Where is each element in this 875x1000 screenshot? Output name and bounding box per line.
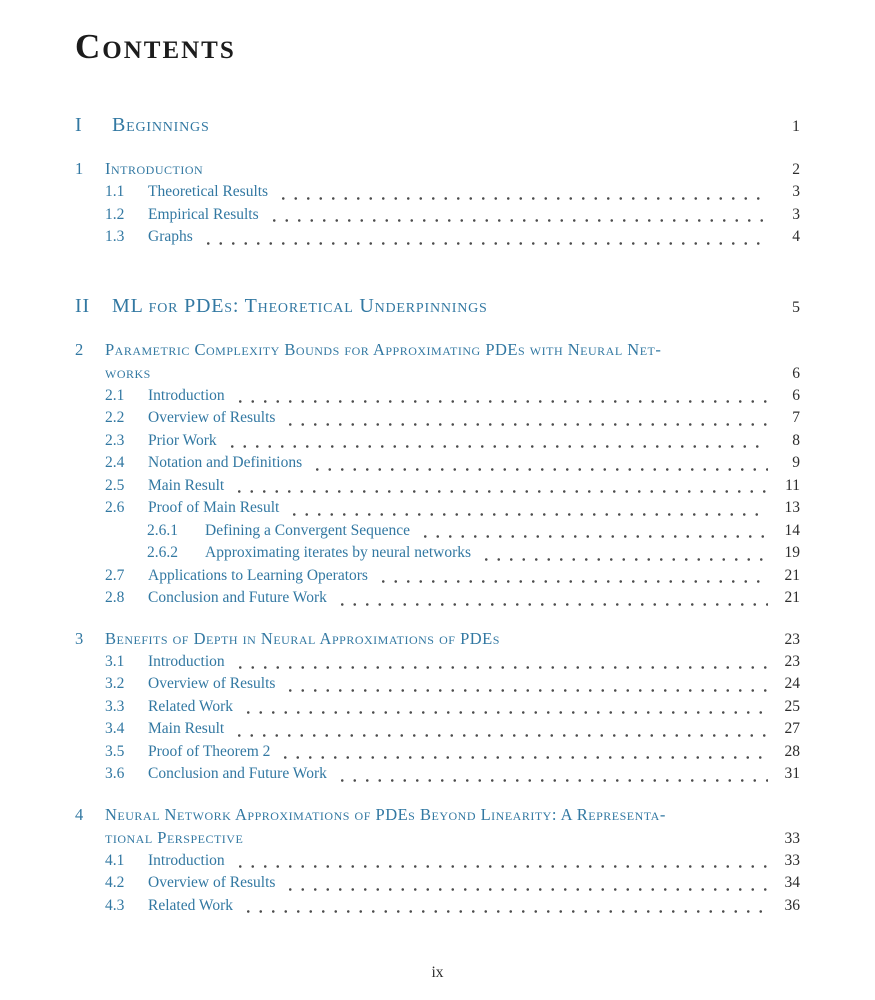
toc-list: [75, 112, 800, 917]
entry-title: Graphs: [148, 228, 193, 245]
dotted-leader: [311, 460, 768, 475]
dotted-leader: [234, 658, 768, 673]
entry-page: 13: [784, 499, 800, 516]
entry-page: 31: [784, 765, 800, 782]
dotted-leader: [268, 211, 768, 226]
dotted-leader: [279, 748, 768, 763]
entry-title: works: [105, 362, 151, 382]
entry-title: Conclusion and Future Work: [148, 589, 327, 606]
entry-page: 6: [792, 364, 800, 382]
dotted-leader: [242, 902, 768, 917]
entry-page: 21: [784, 566, 800, 584]
entry-page: 5: [792, 298, 800, 316]
entry-title: Proof of Theorem 2: [148, 742, 271, 760]
entry-title: Prior Work: [148, 431, 217, 449]
entry-page: 1: [792, 118, 800, 135]
dotted-leader: [336, 595, 768, 610]
entry-title: Beginnings: [112, 114, 210, 136]
entry-title: Overview of Results: [148, 675, 276, 692]
entry-title: Parametric Complexity Bounds for Approximating PDEs with Neural Net-: [105, 339, 662, 359]
toc-entry-section: [75, 696, 800, 719]
entry-title: Introduction: [148, 851, 225, 869]
toc-entry-section: [75, 452, 800, 475]
toc-entry-section: [75, 895, 800, 918]
entry-page: 9: [792, 454, 800, 471]
dotted-leader: [480, 550, 768, 565]
toc-entry-subsection: [75, 542, 800, 565]
toc-entry-chapter-multi: [75, 803, 800, 826]
toc-entry-chapter: [75, 157, 800, 181]
entry-page: 11: [785, 476, 800, 494]
entry-number: 3.6: [105, 765, 125, 782]
entry-number: 4: [75, 804, 84, 824]
entry-page: 23: [784, 630, 800, 648]
page-footer-number: ix: [431, 964, 444, 981]
entry-title: Notation and Definitions: [148, 454, 303, 471]
dotted-leader: [233, 726, 768, 741]
toc-entry-section: [75, 497, 800, 520]
dotted-leader: [234, 857, 768, 872]
entry-page: 24: [784, 675, 800, 692]
toc-entry-section: [75, 741, 800, 764]
toc-entry-section: [75, 565, 800, 588]
entry-number: 2.6.1: [147, 521, 178, 539]
entry-page: 19: [784, 544, 800, 561]
entry-number: 4.3: [105, 896, 125, 914]
entry-title: Proof of Main Result: [148, 499, 280, 516]
dotted-leader: [284, 880, 768, 895]
dotted-leader: [202, 234, 768, 249]
dotted-leader: [377, 572, 768, 587]
entry-page: 33: [784, 829, 800, 847]
dotted-leader: [226, 437, 768, 452]
entry-title: Introduction: [105, 159, 204, 178]
entry-title: Empirical Results: [148, 205, 259, 223]
toc-entry-section: [75, 475, 800, 498]
entry-number: 3.3: [105, 697, 125, 715]
entry-title: Benefits of Depth in Neural Approximations of PDEs: [105, 628, 500, 648]
entry-number: 2.2: [105, 409, 125, 426]
entry-number: 4.1: [105, 851, 125, 869]
entry-title: Overview of Results: [148, 874, 276, 891]
toc-entry-section: [75, 407, 800, 430]
entry-page: 28: [784, 742, 800, 760]
entry-page: 2: [792, 161, 800, 178]
entry-page: 6: [792, 386, 800, 404]
entry-number: 2.8: [105, 589, 125, 606]
entry-title: Related Work: [148, 896, 233, 914]
toc-entry-chapter-multi: [75, 361, 800, 385]
toc-entry-section: [75, 587, 800, 610]
entry-number: 2.1: [105, 386, 125, 404]
entry-number: 2: [75, 339, 84, 359]
entry-number: 2.6.2: [147, 544, 178, 561]
toc-entry-part: [75, 293, 800, 321]
entry-page: 14: [784, 521, 800, 539]
entry-page: 33: [784, 851, 800, 869]
entry-page: 21: [784, 589, 800, 606]
dotted-leader: [277, 189, 768, 204]
entry-page: 3: [792, 183, 800, 200]
entry-page: 7: [792, 409, 800, 426]
entry-page: 25: [784, 697, 800, 715]
entry-number: 2.3: [105, 431, 125, 449]
toc-entry-chapter: [75, 627, 800, 651]
entry-number: 3.5: [105, 742, 125, 760]
page-title: Contents: [75, 27, 236, 66]
entry-number: 3: [75, 628, 84, 648]
entry-number: 1.3: [105, 228, 125, 245]
toc-entry-subsection: [75, 520, 800, 543]
toc-entry-part: [75, 112, 800, 140]
entry-number: 3.1: [105, 652, 125, 670]
toc-entry-section: [75, 763, 800, 786]
toc-entry-chapter-multi: [75, 338, 800, 361]
entry-title: Overview of Results: [148, 409, 276, 426]
entry-number: 2.7: [105, 566, 125, 584]
entry-number: 3.2: [105, 675, 125, 692]
toc-entry-section: [75, 651, 800, 674]
entry-title: Main Result: [148, 720, 225, 737]
entry-title: Main Result: [148, 476, 225, 494]
toc-entry-section: [75, 718, 800, 741]
toc-entry-section: [75, 872, 800, 895]
dotted-leader: [242, 703, 768, 718]
entry-page: 34: [784, 874, 800, 891]
dotted-leader: [288, 505, 768, 520]
toc-entry-section: [75, 181, 800, 204]
entry-number: 3.4: [105, 720, 125, 737]
toc-entry-section: [75, 430, 800, 453]
entry-number: 1.1: [105, 183, 125, 200]
dotted-leader: [234, 392, 768, 407]
entry-page: 8: [792, 431, 800, 449]
entry-title: ML for PDEs: Theoretical Underpinnings: [112, 294, 488, 317]
entry-title: Applications to Learning Operators: [148, 566, 368, 584]
toc-entry-section: [75, 673, 800, 696]
entry-title: Related Work: [148, 697, 233, 715]
entry-page: 4: [792, 228, 800, 245]
dotted-leader: [336, 771, 768, 786]
dotted-leader: [233, 482, 768, 497]
entry-page: 36: [784, 896, 800, 914]
entry-number: I: [75, 114, 83, 136]
entry-number: 2.5: [105, 476, 125, 494]
entry-page: 23: [784, 652, 800, 670]
entry-title: Introduction: [148, 386, 225, 404]
dotted-leader: [419, 527, 768, 542]
toc-entry-section: [75, 850, 800, 873]
toc-entry-section: [75, 204, 800, 227]
entry-title: Neural Network Approximations of PDEs Beyond Linearity: A Representa-: [105, 804, 666, 824]
toc-entry-chapter-multi: [75, 826, 800, 850]
entry-number: 1: [75, 159, 84, 178]
entry-title: Defining a Convergent Sequence: [205, 521, 411, 539]
entry-title: tional Perspective: [105, 827, 244, 847]
entry-number: 4.2: [105, 874, 125, 891]
toc-entry-section: [75, 226, 800, 249]
dotted-leader: [284, 681, 768, 696]
entry-title: Conclusion and Future Work: [148, 765, 327, 782]
entry-page: 27: [784, 720, 800, 737]
dotted-leader: [284, 415, 768, 430]
entry-page: 3: [792, 205, 800, 223]
entry-number: 2.6: [105, 499, 125, 516]
entry-title: Introduction: [148, 652, 225, 670]
entry-number: 1.2: [105, 205, 125, 223]
toc-entry-section: [75, 385, 800, 408]
entry-number: II: [75, 294, 90, 317]
entry-number: 2.4: [105, 454, 125, 471]
entry-title: Approximating iterates by neural networks: [205, 544, 472, 561]
entry-title: Theoretical Results: [148, 183, 269, 200]
